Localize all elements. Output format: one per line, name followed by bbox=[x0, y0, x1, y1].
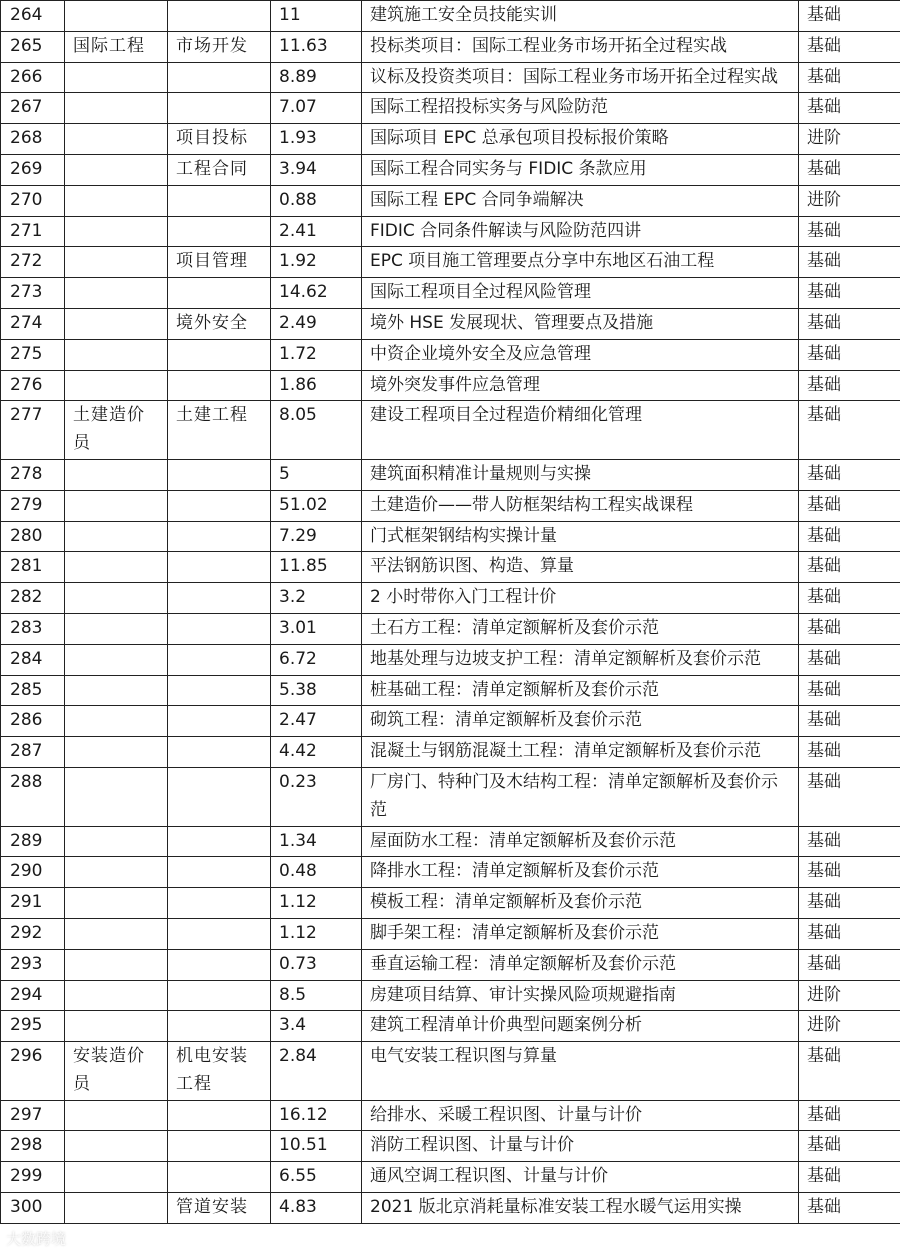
course-title-cell: 脚手架工程：清单定额解析及套价示范 bbox=[362, 918, 799, 949]
table-row bbox=[1, 583, 900, 614]
course-title-cell: 建筑工程清单计价典型问题案例分析 bbox=[362, 1011, 799, 1042]
category-cell: 国际工程 bbox=[65, 31, 168, 62]
table-row bbox=[1, 949, 900, 980]
row-number: 266 bbox=[1, 62, 65, 93]
subcategory-cell bbox=[168, 980, 271, 1011]
course-title-cell: 平法钢筋识图、构造、算量 bbox=[362, 552, 799, 583]
row-number: 300 bbox=[1, 1193, 65, 1224]
row-number: 292 bbox=[1, 918, 65, 949]
table-row bbox=[1, 62, 900, 93]
table-row bbox=[1, 706, 900, 737]
table-row bbox=[1, 1042, 900, 1101]
row-number: 272 bbox=[1, 247, 65, 278]
level-cell: 基础 bbox=[799, 918, 900, 949]
level-cell: 基础 bbox=[799, 308, 900, 339]
hours-cell: 2.49 bbox=[271, 308, 362, 339]
row-number: 293 bbox=[1, 949, 65, 980]
level-cell: 基础 bbox=[799, 62, 900, 93]
subcategory-cell bbox=[168, 62, 271, 93]
row-number: 270 bbox=[1, 185, 65, 216]
subcategory-cell bbox=[168, 583, 271, 614]
hours-cell: 1.34 bbox=[271, 826, 362, 857]
table-row bbox=[1, 826, 900, 857]
category-cell bbox=[65, 1100, 168, 1131]
subcategory-cell bbox=[168, 737, 271, 768]
hours-cell: 8.05 bbox=[271, 401, 362, 460]
table-row bbox=[1, 1193, 900, 1224]
subcategory-cell: 工程合同 bbox=[168, 154, 271, 185]
table-row bbox=[1, 1011, 900, 1042]
level-cell: 基础 bbox=[799, 706, 900, 737]
subcategory-cell bbox=[168, 767, 271, 826]
table-row bbox=[1, 918, 900, 949]
category-cell bbox=[65, 737, 168, 768]
category-cell bbox=[65, 675, 168, 706]
level-cell: 进阶 bbox=[799, 124, 900, 155]
course-title-cell: 给排水、采暖工程识图、计量与计价 bbox=[362, 1100, 799, 1131]
subcategory-cell: 市场开发 bbox=[168, 31, 271, 62]
subcategory-cell bbox=[168, 949, 271, 980]
row-number: 287 bbox=[1, 737, 65, 768]
level-cell: 基础 bbox=[799, 583, 900, 614]
course-title-cell: EPC 项目施工管理要点分享中东地区石油工程 bbox=[362, 247, 799, 278]
row-number: 264 bbox=[1, 1, 65, 32]
level-cell: 进阶 bbox=[799, 1011, 900, 1042]
category-cell: 土建造价员 bbox=[65, 401, 168, 460]
course-title-cell: 通风空调工程识图、计量与计价 bbox=[362, 1162, 799, 1193]
category-cell bbox=[65, 613, 168, 644]
subcategory-cell bbox=[168, 278, 271, 309]
row-number: 267 bbox=[1, 93, 65, 124]
subcategory-cell bbox=[168, 552, 271, 583]
category-cell bbox=[65, 308, 168, 339]
subcategory-cell bbox=[168, 490, 271, 521]
category-cell bbox=[65, 216, 168, 247]
row-number: 274 bbox=[1, 308, 65, 339]
hours-cell: 5.38 bbox=[271, 675, 362, 706]
hours-cell: 8.5 bbox=[271, 980, 362, 1011]
hours-cell: 0.48 bbox=[271, 857, 362, 888]
subcategory-cell bbox=[168, 216, 271, 247]
subcategory-cell bbox=[168, 675, 271, 706]
row-number: 295 bbox=[1, 1011, 65, 1042]
row-number: 273 bbox=[1, 278, 65, 309]
hours-cell: 1.12 bbox=[271, 918, 362, 949]
level-cell: 基础 bbox=[799, 1, 900, 32]
hours-cell: 6.55 bbox=[271, 1162, 362, 1193]
table-row bbox=[1, 888, 900, 919]
hours-cell: 0.23 bbox=[271, 767, 362, 826]
level-cell: 基础 bbox=[799, 644, 900, 675]
row-number: 289 bbox=[1, 826, 65, 857]
row-number: 286 bbox=[1, 706, 65, 737]
table-row bbox=[1, 185, 900, 216]
subcategory-cell bbox=[168, 93, 271, 124]
category-cell bbox=[65, 980, 168, 1011]
row-number: 275 bbox=[1, 339, 65, 370]
hours-cell: 7.29 bbox=[271, 521, 362, 552]
table-row bbox=[1, 552, 900, 583]
level-cell: 基础 bbox=[799, 675, 900, 706]
course-title-cell: 2021 版北京消耗量标准安装工程水暖气运用实操 bbox=[362, 1193, 799, 1224]
category-cell bbox=[65, 1, 168, 32]
row-number: 296 bbox=[1, 1042, 65, 1101]
level-cell: 基础 bbox=[799, 949, 900, 980]
level-cell: 进阶 bbox=[799, 980, 900, 1011]
level-cell: 基础 bbox=[799, 767, 900, 826]
row-number: 278 bbox=[1, 459, 65, 490]
category-cell bbox=[65, 93, 168, 124]
level-cell: 基础 bbox=[799, 278, 900, 309]
row-number: 284 bbox=[1, 644, 65, 675]
hours-cell: 0.73 bbox=[271, 949, 362, 980]
course-title-cell: 土建造价——带人防框架结构工程实战课程 bbox=[362, 490, 799, 521]
category-cell bbox=[65, 706, 168, 737]
category-cell bbox=[65, 278, 168, 309]
row-number: 271 bbox=[1, 216, 65, 247]
table-body bbox=[1, 1, 900, 1224]
category-cell bbox=[65, 62, 168, 93]
hours-cell: 4.42 bbox=[271, 737, 362, 768]
category-cell bbox=[65, 949, 168, 980]
category-cell bbox=[65, 154, 168, 185]
hours-cell: 7.07 bbox=[271, 93, 362, 124]
row-number: 280 bbox=[1, 521, 65, 552]
level-cell: 基础 bbox=[799, 93, 900, 124]
category-cell bbox=[65, 370, 168, 401]
row-number: 279 bbox=[1, 490, 65, 521]
course-title-cell: 议标及投资类项目：国际工程业务市场开拓全过程实战 bbox=[362, 62, 799, 93]
course-title-cell: 消防工程识图、计量与计价 bbox=[362, 1131, 799, 1162]
table-row bbox=[1, 370, 900, 401]
category-cell bbox=[65, 247, 168, 278]
table-row bbox=[1, 154, 900, 185]
hours-cell: 5 bbox=[271, 459, 362, 490]
subcategory-cell: 项目投标 bbox=[168, 124, 271, 155]
table-row bbox=[1, 490, 900, 521]
hours-cell: 3.94 bbox=[271, 154, 362, 185]
course-title-cell: 国际项目 EPC 总承包项目投标报价策略 bbox=[362, 124, 799, 155]
level-cell: 基础 bbox=[799, 247, 900, 278]
table-row bbox=[1, 644, 900, 675]
course-title-cell: 2 小时带你入门工程计价 bbox=[362, 583, 799, 614]
hours-cell: 4.83 bbox=[271, 1193, 362, 1224]
table-row bbox=[1, 980, 900, 1011]
course-title-cell: 境外 HSE 发展现状、管理要点及措施 bbox=[362, 308, 799, 339]
hours-cell: 51.02 bbox=[271, 490, 362, 521]
category-cell bbox=[65, 459, 168, 490]
row-number: 282 bbox=[1, 583, 65, 614]
subcategory-cell bbox=[168, 1100, 271, 1131]
category-cell bbox=[65, 1193, 168, 1224]
hours-cell: 8.89 bbox=[271, 62, 362, 93]
category-cell bbox=[65, 490, 168, 521]
row-number: 277 bbox=[1, 401, 65, 460]
course-title-cell: 国际工程项目全过程风险管理 bbox=[362, 278, 799, 309]
row-number: 283 bbox=[1, 613, 65, 644]
course-title-cell: 垂直运输工程：清单定额解析及套价示范 bbox=[362, 949, 799, 980]
category-cell bbox=[65, 857, 168, 888]
hours-cell: 14.62 bbox=[271, 278, 362, 309]
hours-cell: 16.12 bbox=[271, 1100, 362, 1131]
table-row bbox=[1, 93, 900, 124]
subcategory-cell bbox=[168, 918, 271, 949]
subcategory-cell bbox=[168, 613, 271, 644]
course-title-cell: 桩基础工程：清单定额解析及套价示范 bbox=[362, 675, 799, 706]
row-number: 297 bbox=[1, 1100, 65, 1131]
table-row bbox=[1, 1100, 900, 1131]
category-cell bbox=[65, 1131, 168, 1162]
category-cell bbox=[65, 918, 168, 949]
hours-cell: 1.86 bbox=[271, 370, 362, 401]
table-row bbox=[1, 1162, 900, 1193]
level-cell: 基础 bbox=[799, 31, 900, 62]
category-cell bbox=[65, 888, 168, 919]
category-cell bbox=[65, 1162, 168, 1193]
table-row bbox=[1, 521, 900, 552]
hours-cell: 1.93 bbox=[271, 124, 362, 155]
category-cell bbox=[65, 124, 168, 155]
row-number: 294 bbox=[1, 980, 65, 1011]
course-title-cell: 砌筑工程：清单定额解析及套价示范 bbox=[362, 706, 799, 737]
category-cell bbox=[65, 644, 168, 675]
level-cell: 基础 bbox=[799, 737, 900, 768]
course-title-cell: 国际工程 EPC 合同争端解决 bbox=[362, 185, 799, 216]
subcategory-cell bbox=[168, 1162, 271, 1193]
subcategory-cell bbox=[168, 339, 271, 370]
hours-cell: 1.72 bbox=[271, 339, 362, 370]
level-cell: 进阶 bbox=[799, 185, 900, 216]
hours-cell: 10.51 bbox=[271, 1131, 362, 1162]
row-number: 288 bbox=[1, 767, 65, 826]
subcategory-cell bbox=[168, 370, 271, 401]
course-title-cell: 建设工程项目全过程造价精细化管理 bbox=[362, 401, 799, 460]
hours-cell: 11 bbox=[271, 1, 362, 32]
table-row bbox=[1, 278, 900, 309]
subcategory-cell bbox=[168, 706, 271, 737]
course-title-cell: 屋面防水工程：清单定额解析及套价示范 bbox=[362, 826, 799, 857]
subcategory-cell: 管道安装 bbox=[168, 1193, 271, 1224]
row-number: 299 bbox=[1, 1162, 65, 1193]
level-cell: 基础 bbox=[799, 613, 900, 644]
course-title-cell: 境外突发事件应急管理 bbox=[362, 370, 799, 401]
subcategory-cell bbox=[168, 521, 271, 552]
course-title-cell: 电气安装工程识图与算量 bbox=[362, 1042, 799, 1101]
category-cell bbox=[65, 826, 168, 857]
hours-cell: 6.72 bbox=[271, 644, 362, 675]
table-row bbox=[1, 613, 900, 644]
subcategory-cell: 机电安装工程 bbox=[168, 1042, 271, 1101]
hours-cell: 1.92 bbox=[271, 247, 362, 278]
row-number: 276 bbox=[1, 370, 65, 401]
hours-cell: 2.47 bbox=[271, 706, 362, 737]
category-cell bbox=[65, 185, 168, 216]
table-row bbox=[1, 767, 900, 826]
table-row bbox=[1, 216, 900, 247]
category-cell bbox=[65, 767, 168, 826]
course-title-cell: FIDIC 合同条件解读与风险防范四讲 bbox=[362, 216, 799, 247]
course-title-cell: 降排水工程：清单定额解析及套价示范 bbox=[362, 857, 799, 888]
subcategory-cell bbox=[168, 644, 271, 675]
course-title-cell: 地基处理与边坡支护工程：清单定额解析及套价示范 bbox=[362, 644, 799, 675]
course-title-cell: 投标类项目：国际工程业务市场开拓全过程实战 bbox=[362, 31, 799, 62]
course-title-cell: 厂房门、特种门及木结构工程：清单定额解析及套价示范 bbox=[362, 767, 799, 826]
table-row bbox=[1, 1, 900, 32]
category-cell bbox=[65, 552, 168, 583]
table-row bbox=[1, 31, 900, 62]
subcategory-cell: 项目管理 bbox=[168, 247, 271, 278]
course-title-cell: 房建项目结算、审计实操风险项规避指南 bbox=[362, 980, 799, 1011]
level-cell: 基础 bbox=[799, 490, 900, 521]
table-row bbox=[1, 675, 900, 706]
category-cell bbox=[65, 583, 168, 614]
row-number: 298 bbox=[1, 1131, 65, 1162]
hours-cell: 1.12 bbox=[271, 888, 362, 919]
level-cell: 基础 bbox=[799, 1042, 900, 1101]
hours-cell: 3.01 bbox=[271, 613, 362, 644]
subcategory-cell bbox=[168, 185, 271, 216]
row-number: 281 bbox=[1, 552, 65, 583]
course-title-cell: 混凝土与钢筋混凝土工程：清单定额解析及套价示范 bbox=[362, 737, 799, 768]
level-cell: 基础 bbox=[799, 1131, 900, 1162]
hours-cell: 2.84 bbox=[271, 1042, 362, 1101]
level-cell: 基础 bbox=[799, 216, 900, 247]
table-row bbox=[1, 339, 900, 370]
category-cell bbox=[65, 1011, 168, 1042]
table-row bbox=[1, 124, 900, 155]
level-cell: 基础 bbox=[799, 552, 900, 583]
hours-cell: 11.63 bbox=[271, 31, 362, 62]
level-cell: 基础 bbox=[799, 339, 900, 370]
table-row bbox=[1, 1131, 900, 1162]
hours-cell: 2.41 bbox=[271, 216, 362, 247]
level-cell: 基础 bbox=[799, 521, 900, 552]
subcategory-cell bbox=[168, 459, 271, 490]
table-row bbox=[1, 459, 900, 490]
level-cell: 基础 bbox=[799, 826, 900, 857]
table-row bbox=[1, 857, 900, 888]
level-cell: 基础 bbox=[799, 888, 900, 919]
course-title-cell: 模板工程：清单定额解析及套价示范 bbox=[362, 888, 799, 919]
hours-cell: 3.4 bbox=[271, 1011, 362, 1042]
subcategory-cell: 境外安全 bbox=[168, 308, 271, 339]
table-row bbox=[1, 401, 900, 460]
level-cell: 基础 bbox=[799, 459, 900, 490]
hours-cell: 0.88 bbox=[271, 185, 362, 216]
table-row bbox=[1, 247, 900, 278]
subcategory-cell: 土建工程 bbox=[168, 401, 271, 460]
course-title-cell: 门式框架钢结构实操计量 bbox=[362, 521, 799, 552]
subcategory-cell bbox=[168, 1131, 271, 1162]
course-title-cell: 土石方工程：清单定额解析及套价示范 bbox=[362, 613, 799, 644]
level-cell: 基础 bbox=[799, 370, 900, 401]
category-cell bbox=[65, 521, 168, 552]
table-row bbox=[1, 737, 900, 768]
hours-cell: 11.85 bbox=[271, 552, 362, 583]
row-number: 290 bbox=[1, 857, 65, 888]
row-number: 285 bbox=[1, 675, 65, 706]
subcategory-cell bbox=[168, 1011, 271, 1042]
hours-cell: 3.2 bbox=[271, 583, 362, 614]
subcategory-cell bbox=[168, 826, 271, 857]
level-cell: 基础 bbox=[799, 1162, 900, 1193]
subcategory-cell bbox=[168, 857, 271, 888]
course-title-cell: 国际工程合同实务与 FIDIC 条款应用 bbox=[362, 154, 799, 185]
course-title-cell: 中资企业境外安全及应急管理 bbox=[362, 339, 799, 370]
category-cell bbox=[65, 339, 168, 370]
row-number: 265 bbox=[1, 31, 65, 62]
subcategory-cell bbox=[168, 888, 271, 919]
row-number: 291 bbox=[1, 888, 65, 919]
row-number: 269 bbox=[1, 154, 65, 185]
level-cell: 基础 bbox=[799, 1100, 900, 1131]
course-title-cell: 国际工程招投标实务与风险防范 bbox=[362, 93, 799, 124]
level-cell: 基础 bbox=[799, 857, 900, 888]
subcategory-cell bbox=[168, 1, 271, 32]
category-cell: 安装造价员 bbox=[65, 1042, 168, 1101]
level-cell: 基础 bbox=[799, 401, 900, 460]
course-title-cell: 建筑施工安全员技能实训 bbox=[362, 1, 799, 32]
level-cell: 基础 bbox=[799, 1193, 900, 1224]
level-cell: 基础 bbox=[799, 154, 900, 185]
row-number: 268 bbox=[1, 124, 65, 155]
table-row bbox=[1, 308, 900, 339]
watermark: 大数跨境 bbox=[6, 1230, 67, 1248]
course-title-cell: 建筑面积精准计量规则与实操 bbox=[362, 459, 799, 490]
